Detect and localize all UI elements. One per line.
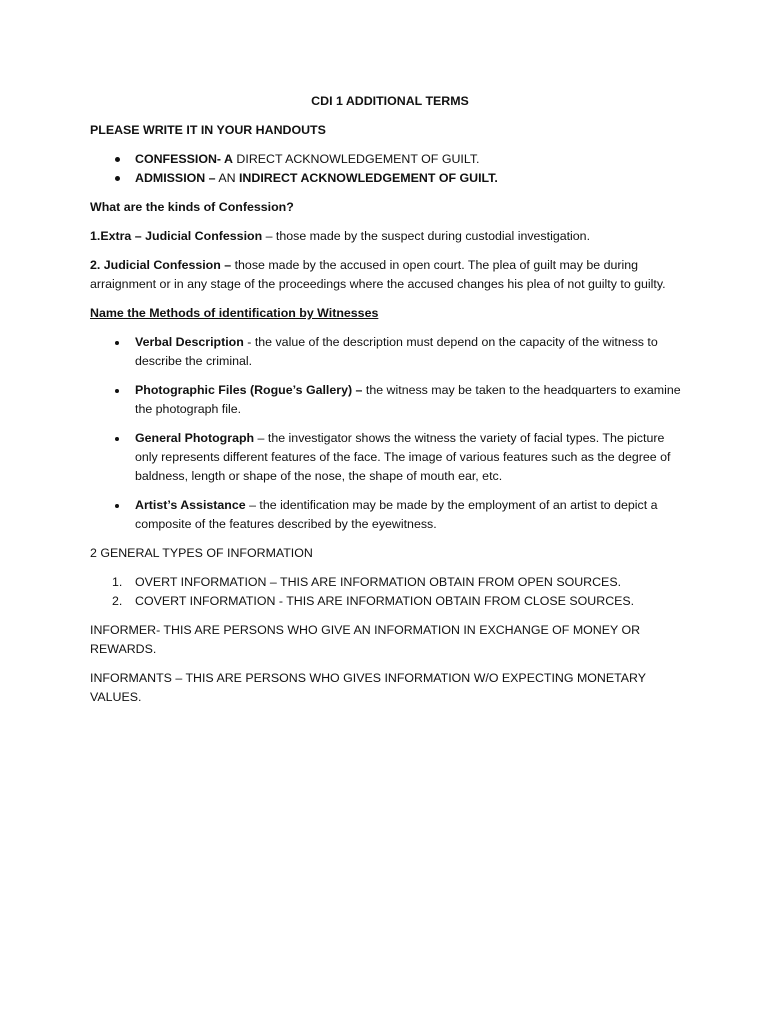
methods-list [90, 333, 690, 534]
kind-extra-judicial: 1.Extra – Judicial Confession – those made by the suspect during custodial investigation. [90, 229, 591, 243]
document-title: CDI 1 ADDITIONAL TERMS [311, 94, 469, 108]
terms-list [90, 150, 690, 188]
kinds-question: What are the kinds of Confession? [90, 200, 294, 214]
instruction-text: PLEASE WRITE IT IN YOUR HANDOUTS [90, 123, 326, 137]
document-body [90, 92, 690, 707]
methods-heading: Name the Methods of identification by Witnesses [90, 306, 379, 320]
info-heading: 2 GENERAL TYPES OF INFORMATION [90, 546, 313, 560]
term-confession: CONFESSION- A DIRECT ACKNOWLEDGEMENT OF GUILT. [90, 150, 690, 169]
method-artists-assistance: Artist’s Assistance – the identification may be made by the employment of an artist to depict a composite of the features described by the eyewitness. [90, 496, 690, 534]
method-photographic-files: Photographic Files (Rogue’s Gallery) – the witness may be taken to the headquarters to examine the photograph file. [90, 381, 690, 419]
term-admission: ADMISSION – AN INDIRECT ACKNOWLEDGEMENT OF GUILT. [90, 169, 690, 188]
info-type-overt: 1. OVERT INFORMATION – THIS ARE INFORMATION OBTAIN FROM OPEN SOURCES. [112, 575, 622, 589]
kind-judicial: 2. Judicial Confession – those made by the accused in open court. The plea of guilt may be during arraignment or in any stage of the proceedings where the accused changes his plea of not guilty to guilty. [90, 258, 666, 291]
informants-definition: INFORMANTS – THIS ARE PERSONS WHO GIVES INFORMATION W/O EXPECTING MONETARY VALUES. [90, 671, 646, 704]
info-types-list [90, 573, 690, 611]
method-verbal-description: Verbal Description - the value of the description must depend on the capacity of the witness to describe the criminal. [90, 333, 690, 371]
method-general-photograph: General Photograph – the investigator shows the witness the variety of facial types. The picture only represents different features of the face. The image of various features such as the degree of baldness, length or shape of the nose, the shape of mouth ear, etc. [90, 429, 690, 486]
informer-definition: INFORMER- THIS ARE PERSONS WHO GIVE AN INFORMATION IN EXCHANGE OF MONEY OR REWARDS. [90, 623, 641, 656]
info-type-covert: 2. COVERT INFORMATION - THIS ARE INFORMATION OBTAIN FROM CLOSE SOURCES. [112, 594, 635, 608]
